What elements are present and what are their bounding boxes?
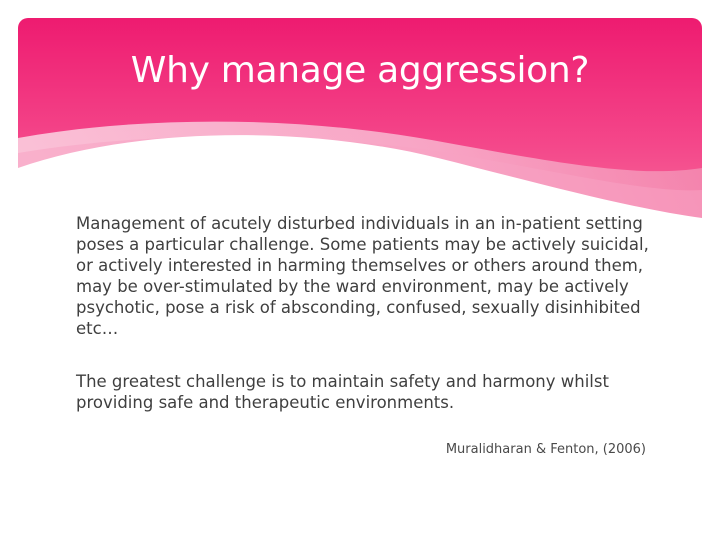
body-paragraph-2: The greatest challenge is to maintain safety and harmony whilst providing safe and therapeutic environments. [76,372,609,412]
body-paragraph-1: Management of acutely disturbed individuals in an in-patient setting poses a particular challenge. Some patients may be actively suicidal, or actively interested in harming themselves or others around them, may be over-stimulated by the ward environment, may be actively psychotic, pose a risk of absconding, confused, sexually disinhibited etc… [76,214,649,338]
citation: Muralidharan & Fenton, (2006) [445,442,646,457]
slide-title: Why manage aggression? [130,50,590,91]
